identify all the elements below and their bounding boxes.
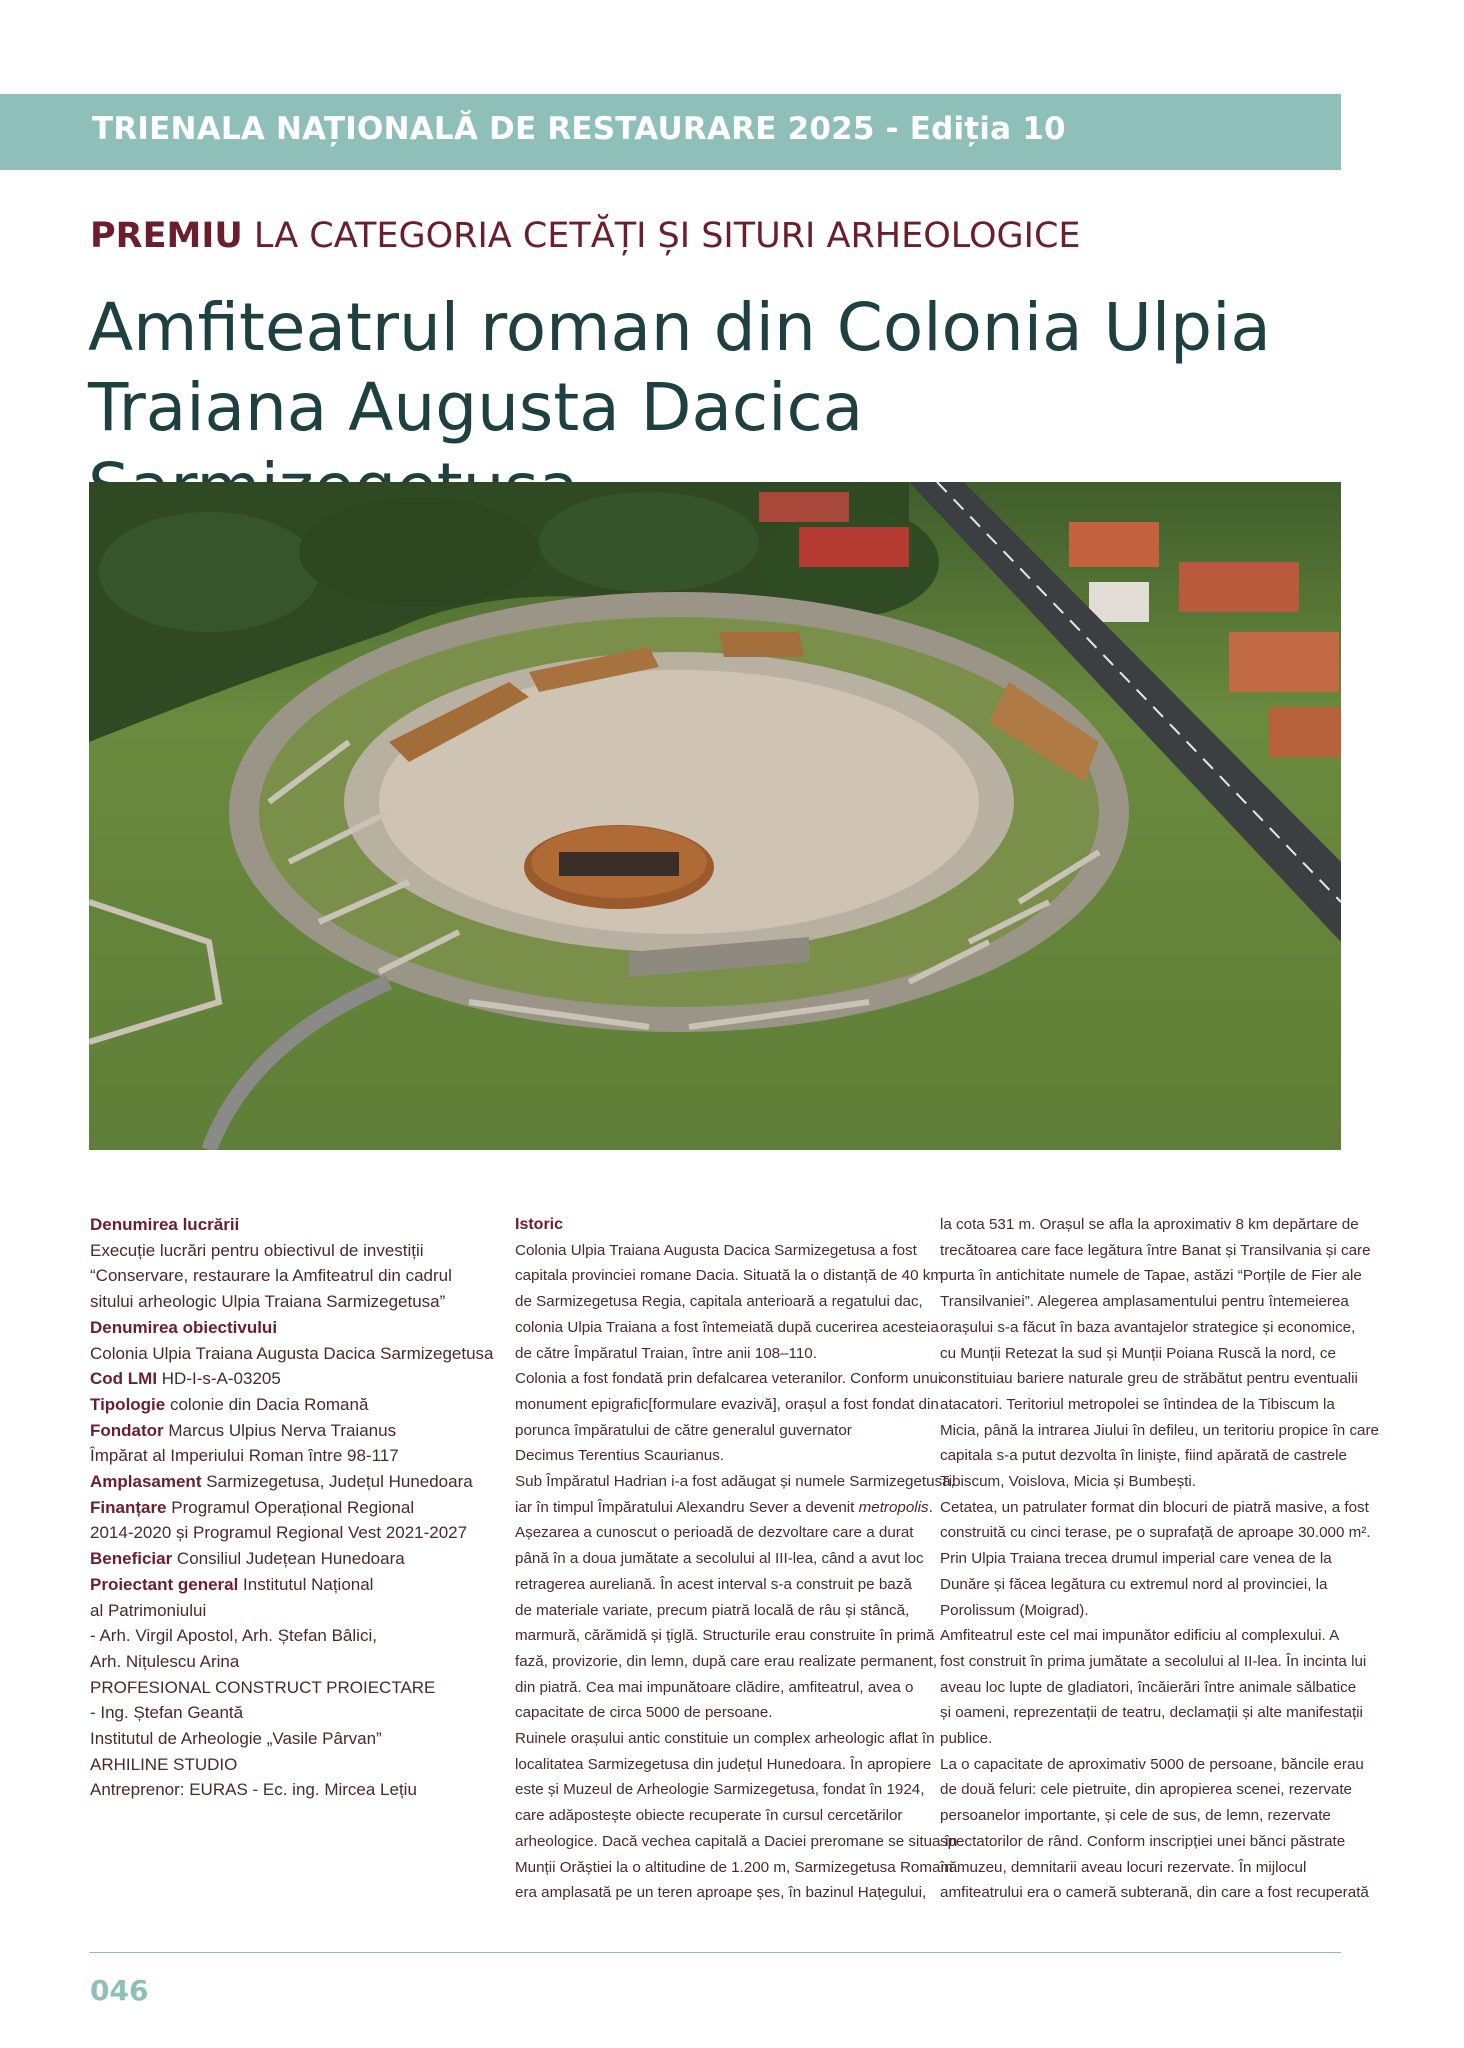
- proiectant-line: al Patrimoniului: [90, 1600, 207, 1620]
- text-line: orașului s-a făcut în baza avantajelor strategice și economice,: [940, 1318, 1356, 1336]
- istoric-column-1: [515, 1212, 958, 1906]
- text-line: până în a doua jumătate a secolului al III-lea, când a avut loc: [515, 1550, 924, 1568]
- label-amplasament: Amplasament: [90, 1472, 202, 1492]
- text-line: Ruinele orașului antic constituie un complex arheologic aflat în: [515, 1730, 935, 1748]
- text-line: porunca împăratului de către generalul guvernator: [515, 1421, 852, 1439]
- label-denumirea-obiectivului: Denumirea obiectivului: [90, 1317, 278, 1337]
- text-line: Munții Orăștiei la o altitudine de 1.200 m, Sarmizegetusa Romană: [515, 1858, 958, 1876]
- text-line: Sub Împăratul Hadrian i-a fost adăugat și numele Sarmizegetusa,: [515, 1473, 955, 1491]
- text-line: fost construit în prima jumătate a secolului al II-lea. În incinta lui: [940, 1652, 1367, 1670]
- text-line: din piatră. Cea mai impunătoare clădire, amfiteatrul, avea o: [515, 1678, 914, 1696]
- beneficiar-value: Consiliul Județean Hunedoara: [172, 1549, 405, 1569]
- label-cod-lmi: Cod LMI: [90, 1369, 158, 1389]
- text-line: amfiteatrului era o cameră subterană, din care a fost recuperată: [940, 1884, 1369, 1902]
- text-line: de materiale variate, precum piatră locală de râu și stâncă,: [515, 1601, 910, 1619]
- fondator-value: Marcus Ulpius Nerva Traianus: [163, 1420, 397, 1440]
- text-line: capitala s-a putut dezvolta în liniște, fiind apărată de castrele: [940, 1447, 1347, 1465]
- denumirea-lucrarii-line: Execuție lucrări pentru obiectivul de investiții: [90, 1240, 424, 1260]
- italic-term: metropolis: [858, 1498, 929, 1516]
- fondator-line2: Împărat al Imperiului Roman între 98-117: [90, 1446, 399, 1466]
- text-line: constituiau bariere naturale greu de străbătut pentru eventualii: [940, 1370, 1358, 1388]
- proiectant-line: - Arh. Virgil Apostol, Arh. Ștefan Bâlici,: [90, 1626, 377, 1646]
- text-line: Micia, până la intrarea Jiului în defileu, un teritoriu propice în care: [940, 1421, 1379, 1439]
- proiectant-line: - Ing. Ștefan Geantă: [90, 1703, 244, 1723]
- text-line: care adăpostește obiecte recuperate în cursul cercetărilor: [515, 1807, 903, 1825]
- award-category: [90, 216, 1081, 256]
- text-line: Transilvaniei”. Alegerea amplasamentului pentru întemeierea: [940, 1293, 1349, 1311]
- denumirea-lucrarii-line: sitului arheologic Ulpia Traiana Sarmizegetusa”: [90, 1292, 446, 1312]
- finantare-line2: 2014-2020 și Programul Regional Vest 2021-2027: [90, 1523, 468, 1543]
- text-line: colonia Ulpia Traiana a fost întemeiată după cucerirea acesteia: [515, 1318, 939, 1336]
- page-number: 046: [90, 1974, 149, 2007]
- text-line: La o capacitate de aproximativ 5000 de persoane, băncile erau: [940, 1755, 1364, 1773]
- text-line: Colonia Ulpia Traiana Augusta Dacica Sarmizegetusa a fost: [515, 1241, 917, 1259]
- proiectant-line: PROFESIONAL CONSTRUCT PROIECTARE: [90, 1677, 436, 1697]
- text-line: cu Munții Retezat la sud și Munții Poiana Ruscă la nord, ce: [940, 1344, 1336, 1362]
- text-line: Porolissum (Moigrad).: [940, 1601, 1089, 1619]
- text-line: capitala provinciei romane Dacia. Situată la o distanță de 40 km: [515, 1267, 944, 1285]
- text-line: persoanelor importante, și cele de sus, de lemn, rezervate: [940, 1807, 1331, 1825]
- text-line: iar în timpul Împăratului Alexandru Sever a devenit metropolis.: [515, 1498, 933, 1516]
- text-line: Dunăre și făcea legătura cu extremul nord al provinciei, la: [940, 1575, 1328, 1593]
- tipologie-value: colonie din Dacia Romană: [165, 1394, 369, 1414]
- text-line: Prin Ulpia Traiana trecea drumul imperial care venea de la: [940, 1550, 1332, 1568]
- text-line: fază, provizorie, din lemn, după care erau realizate permanent,: [515, 1652, 938, 1670]
- text-line: de două feluri: cele pietruite, din apropierea scenei, rezervate: [940, 1781, 1352, 1799]
- label-denumirea-lucrarii: Denumirea lucrării: [90, 1215, 240, 1234]
- label-beneficiar: Beneficiar: [90, 1549, 173, 1569]
- text-line: arheologice. Dacă vechea capitală a Daciei preromane se situa în: [515, 1832, 958, 1850]
- cod-lmi-value: HD-I-s-A-03205: [157, 1369, 281, 1389]
- text-line: aveau loc lupte de gladiatori, încăierări între animale sălbatice: [940, 1678, 1357, 1696]
- text-line: Amfiteatrul este cel mai impunător edificiu al complexului. A: [940, 1627, 1340, 1645]
- proiectant-line: ARHILINE STUDIO: [90, 1754, 238, 1774]
- istoric-heading: Istoric: [515, 1216, 564, 1233]
- text-line: spectatorilor de rând. Conform inscripției unei bănci păstrate: [940, 1832, 1346, 1850]
- proiectant-line: Antreprenor: EURAS - Ec. ing. Mircea Lețiu: [90, 1780, 417, 1800]
- text-line: era amplasată pe un teren aproape șes, în bazinul Hațegului,: [515, 1884, 927, 1902]
- award-label: PREMIU: [90, 216, 243, 256]
- text-line: marmură, cărămidă și țiglă. Structurile erau construite în primă: [515, 1627, 935, 1645]
- text-line: Așezarea a cunoscut o perioadă de dezvoltare care a durat: [515, 1524, 914, 1542]
- label-proiectant: Proiectant general: [90, 1574, 239, 1594]
- text-line: de către Împăratul Traian, între anii 108–110.: [515, 1344, 817, 1362]
- proiectant-line: Institutul de Arheologie „Vasile Pârvan”: [90, 1729, 382, 1749]
- text-line: localitatea Sarmizegetusa din județul Hunedoara. În apropiere: [515, 1755, 932, 1773]
- text-line: la cota 531 m. Orașul se afla la aproximativ 8 km depărtare de: [940, 1216, 1359, 1233]
- text-line: capacitate de circa 5000 de persoane.: [515, 1704, 773, 1722]
- label-tipologie: Tipologie: [90, 1394, 166, 1414]
- text-line: retragerea aureliană. În acest interval s-a construit pe bază: [515, 1575, 912, 1593]
- label-fondator: Fondator: [90, 1420, 164, 1440]
- text-line: Tibiscum, Voislova, Micia și Bumbești.: [940, 1473, 1197, 1491]
- denumirea-obiectivului-value: Colonia Ulpia Traiana Augusta Dacica Sarmizegetusa: [90, 1343, 494, 1363]
- text-line: purta în antichitate numele de Tapae, astăzi “Porțile de Fier ale: [940, 1267, 1362, 1285]
- text-line: construită cu cinci terase, pe o suprafață de aproape 30.000 m².: [940, 1524, 1371, 1542]
- text-line: publice.: [940, 1730, 993, 1748]
- category-label: LA CATEGORIA CETĂȚI ȘI SITURI ARHEOLOGICE: [242, 216, 1081, 256]
- denumirea-lucrarii-line: “Conservare, restaurare la Amfiteatrul din cadrul: [90, 1266, 452, 1286]
- finantare-value: Programul Operațional Regional: [166, 1497, 415, 1517]
- text-line: în muzeu, demnitarii aveau locuri rezervate. În mijlocul: [940, 1858, 1307, 1876]
- footer-divider: [89, 1952, 1341, 1953]
- istoric-column-2: [940, 1212, 1379, 1906]
- text-line: de Sarmizegetusa Regia, capitala anterioară a regatului dac,: [515, 1293, 923, 1311]
- amplasament-value: Sarmizegetusa, Județul Hunedoara: [201, 1472, 473, 1492]
- project-details: [90, 1212, 510, 1803]
- amphitheatre-aerial-photo: [89, 482, 1341, 1150]
- label-finantare: Finanțare: [90, 1497, 167, 1517]
- banner-title: TRIENALA NAȚIONALĂ DE RESTAURARE 2025 - Ediția 10: [92, 111, 1066, 147]
- text-line: Colonia a fost fondată prin defalcarea veteranilor. Conform unui: [515, 1370, 942, 1388]
- text-line: Cetatea, un patrulater format din blocuri de piatră masive, a fost: [940, 1498, 1369, 1516]
- article-title: Amfiteatrul roman din Colonia Ulpia Traiana Augusta Dacica: [88, 289, 1271, 446]
- text-line: monument epigrafic[formulare evazivă], orașul a fost fondat din: [515, 1395, 939, 1413]
- text-line: și oameni, reprezentații de teatru, declamații și alte manifestații: [940, 1704, 1363, 1722]
- header-banner: [0, 94, 1341, 170]
- text-line: Decimus Terentius Scaurianus.: [515, 1447, 725, 1465]
- proiectant-value: Institutul Național: [238, 1574, 374, 1594]
- text-line: trecătoarea care face legătura între Banat și Transilvania și care: [940, 1241, 1371, 1259]
- proiectant-line: Arh. Nițulescu Arina: [90, 1651, 240, 1671]
- text-line: este și Muzeul de Arheologie Sarmizegetusa, fondat în 1924,: [515, 1781, 925, 1799]
- text-line: atacatori. Teritoriul metropolei se întindea de la Tibiscum la: [940, 1395, 1335, 1413]
